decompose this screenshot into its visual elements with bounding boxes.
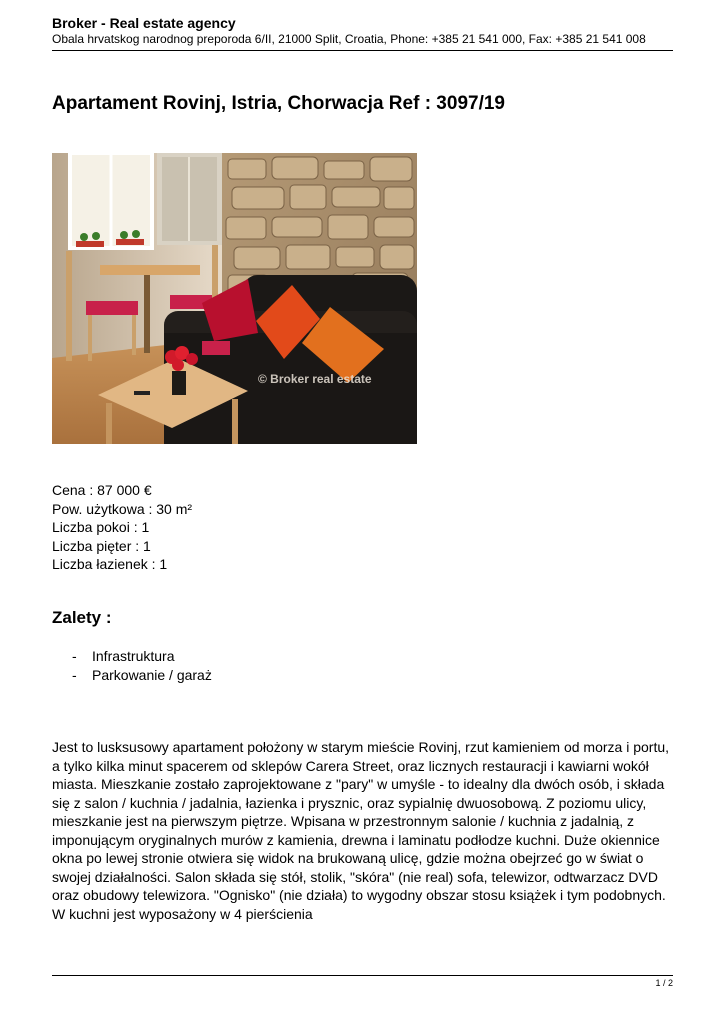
- room-count: Liczba pokoi : 1: [52, 519, 150, 535]
- price: Cena : 87 000 €: [52, 482, 152, 498]
- usable-area: Pow. użytkowa : 30 m²: [52, 500, 193, 517]
- list-marker: -: [72, 666, 77, 683]
- list-marker: -: [72, 648, 77, 664]
- list-item: [72, 666, 212, 685]
- page-header: [52, 15, 673, 47]
- agency-name: Broker - Real estate agency: [52, 15, 236, 31]
- listing-title: Apartament Rovinj, Istria, Chorwacja Ref : 3097/19: [52, 93, 505, 114]
- page-number: 1 / 2: [655, 978, 673, 988]
- listing-description: Jest to lusksusowy apartament położony w starym mieście Rovinj, rzut kamieniem od morza i portu, a tylko kilka minut spacerem od sklepów Carera Street, oraz licznych restauracji i kawiarni wokół miasta. Mieszkanie zostało zaprojektowane z "pary" w umyśle - to idealny dla dwóch osób, i składa się z salon / kuchnia / jadalnia, łazienka i prysznic, oraz sypialnię dwuosobową. Z poziomu ulicy, mieszkanie jest na pierwszym piętrze. Wpisana w przestronnym salonie / kuchnia z jadalnią, z imponującym oryginalnych murów z kamienia, drewna i laminatu podłodze kuchni. Duże okiennice okna po lewej stronie otwiera się widok na brukowaną ulicę, gdzie można obejrzeć go w świat o swojej działalności. Salon składa się stół, stolik, "skóra" (nie real) sofa, telewizor, odtwarzacz DVD oraz obudowy telewizora. "Ognisko" (nie działa) to wygodny obszar stosu książek i tym podobnych. W kuchni jest wyposażony w 4 pierścienia: [52, 739, 670, 922]
- list-item: [72, 647, 212, 666]
- apartment-photo: [52, 153, 417, 444]
- list-item-label: Infrastruktura: [92, 648, 175, 664]
- bathroom-count: Liczba łazienek : 1: [52, 556, 168, 572]
- list-item-label: Parkowanie / garaż: [92, 666, 212, 683]
- advantages-heading: Zalety :: [52, 608, 112, 627]
- agency-address: Obala hrvatskog narodnog preporoda 6/II, 21000 Split, Croatia, Phone: +385 21 541 000, Fax: +385 21 541 008: [52, 32, 646, 46]
- property-facts: [52, 481, 192, 574]
- advantages-list: [72, 647, 212, 684]
- header-divider: [52, 50, 673, 51]
- footer-divider: [52, 975, 673, 976]
- photo-watermark: © Broker real estate: [258, 372, 372, 386]
- floor-count: Liczba pięter : 1: [52, 537, 151, 554]
